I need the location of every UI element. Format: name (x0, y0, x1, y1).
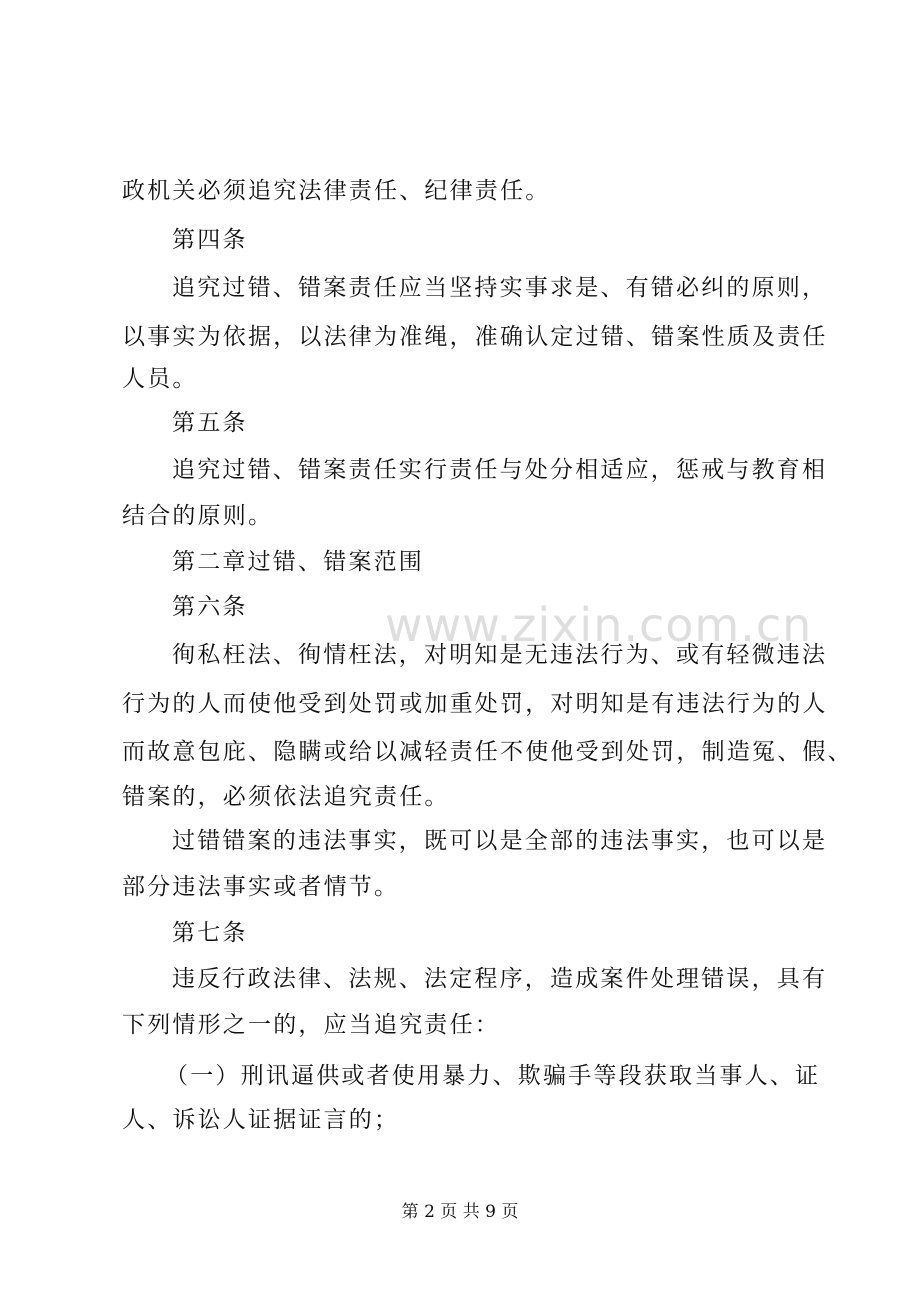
paragraph-line: 过错错案的违法事实，既可以是全部的违法事实，也可以是 (172, 828, 828, 854)
paragraph-line: 下列情形之一的，应当追究责任： (122, 1012, 500, 1038)
paragraph-line: 追究过错、错案责任实行责任与处分相适应，惩戒与教育相 (172, 457, 828, 483)
paragraph-line: 部分违法事实或者情节。 (122, 874, 400, 900)
paragraph-line: 追究过错、错案责任应当坚持实事求是、有错必纠的原则， (172, 275, 828, 301)
paragraph-line: 徇私枉法、徇情枉法，对明知是无违法行为、或有轻微违法 (172, 642, 828, 668)
paragraph-line: 政机关必须追究法律责任、纪律责任。 (122, 178, 551, 204)
paragraph-line: 错案的，必须依法追究责任。 (122, 784, 450, 810)
chapter-heading: 第二章过错、错案范围 (172, 549, 424, 575)
paragraph-line: 行为的人而使他受到处罚或加重处罚，对明知是有违法行为的人 (122, 691, 828, 717)
paragraph-line: 违反行政法律、法规、法定程序，造成案件处理错误，具有 (172, 966, 828, 992)
article-heading: 第五条 (172, 410, 248, 436)
article-heading: 第六条 (172, 594, 248, 620)
paragraph-line: 而故意包庇、隐瞒或给以减轻责任不使他受到处罚，制造冤、假、 (122, 739, 853, 765)
article-heading: 第七条 (172, 920, 248, 946)
paragraph-line: 以事实为依据，以法律为准绳，准确认定过错、错案性质及责任 (122, 324, 828, 350)
watermark: www.zixin.com.cn (385, 598, 813, 652)
paragraph-line: 人、诉讼人证据证言的； (122, 1107, 400, 1133)
article-heading: 第四条 (172, 227, 248, 253)
paragraph-line: 人员。 (122, 366, 198, 392)
list-item: （一）刑讯逼供或者使用暴力、欺骗手等段获取当事人、证 (165, 1063, 821, 1089)
page-number-footer: 第 2 页 共 9 页 (401, 1202, 519, 1222)
paragraph-line: 结合的原则。 (122, 503, 274, 529)
